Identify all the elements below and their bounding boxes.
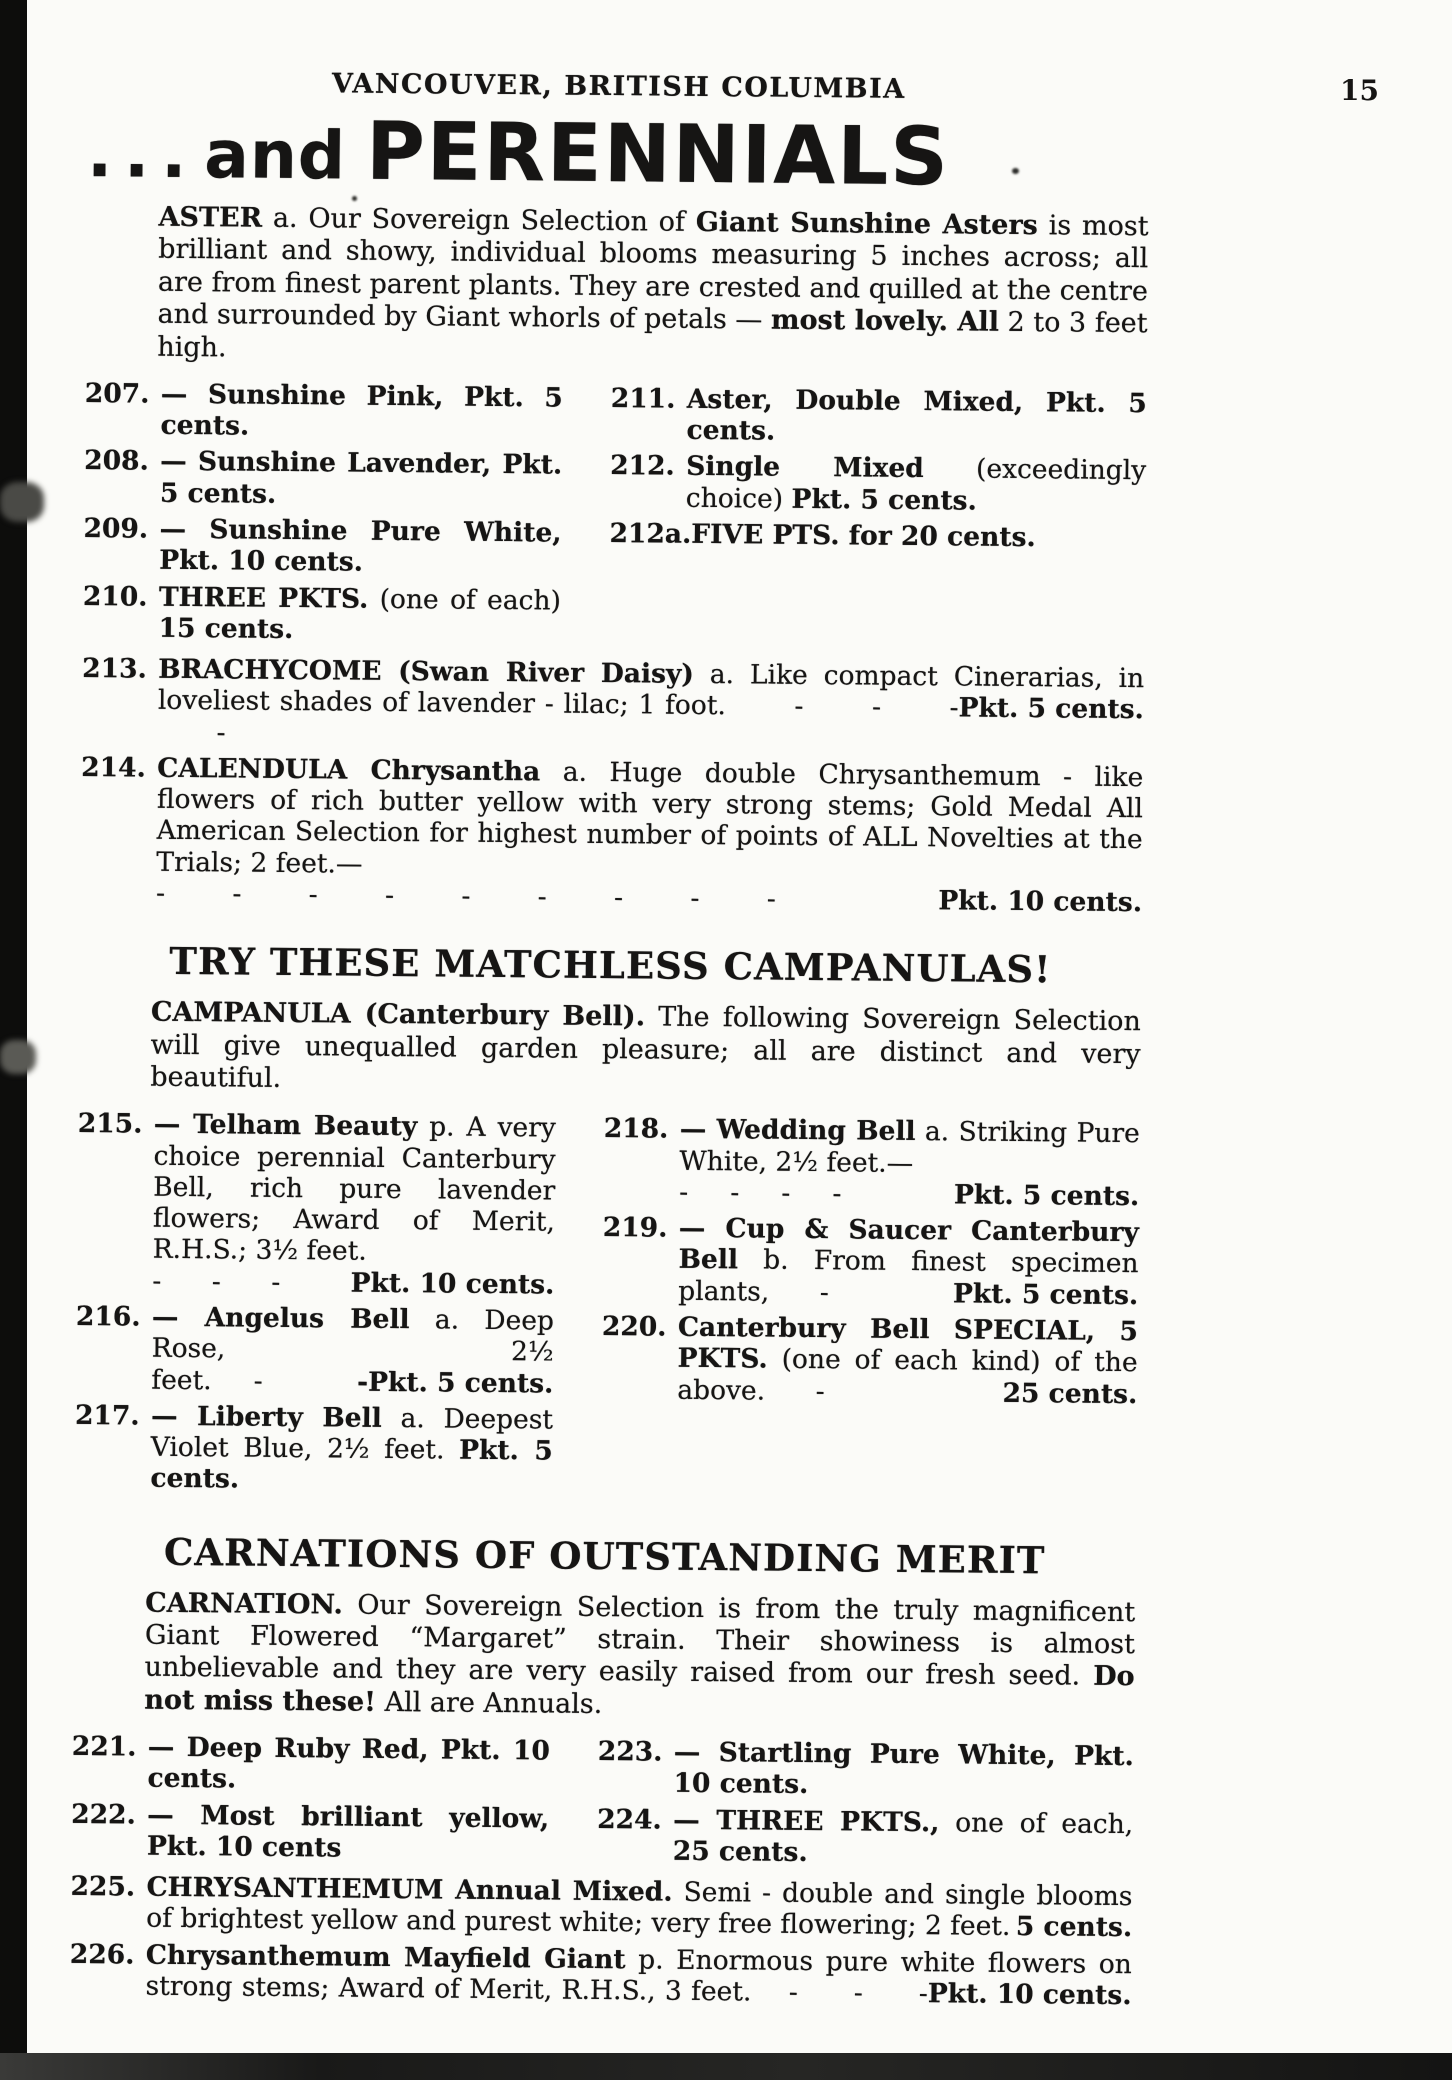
text-segment: 2 to 3 feet high. [157,306,1148,363]
text-segment: — Angelus Bell [151,1301,410,1336]
chrysanthemum-items-full-width [69,1871,1132,2043]
item-text [679,1114,1140,1212]
aster-intro-paragraph [157,202,1149,373]
text-segment: CARNATION. [145,1587,344,1621]
item-text [673,1737,1134,1804]
text-segment: — THREE PKTS., [673,1804,940,1838]
text-segment: FIVE PTS. for 20 cents. [691,518,1036,554]
item-text [145,1939,1132,2042]
text-segment: THREE PKTS. [158,581,369,615]
catalog-item-218 [603,1113,1140,1212]
text-segment: (one of each kind) of the above. [677,1343,1138,1407]
text-segment: - [769,1276,880,1309]
item-text [146,1872,1133,1944]
text-segment: - - - - - - - - - [155,877,776,915]
item-number: 223. [597,1736,663,1768]
item-text [150,1400,553,1498]
text-segment: Pkt. 10 cents. [350,1267,555,1301]
running-header: VANCOUVER, BRITISH COLUMBIA [331,68,906,105]
catalog-item-213 [81,653,1144,757]
page-number: 15 [1340,74,1379,107]
title-dots: ... [86,114,199,194]
campanula-items-columns [74,1103,1140,1508]
catalog-item-210 [82,581,561,648]
item-number: 213. [82,653,147,685]
text-segment: CHRYSANTHEMUM Annual Mixed. [146,1871,673,1908]
item-text [156,753,1143,919]
text-segment: Giant Sunshine Asters [695,206,1038,242]
catalog-item-212a [609,518,1145,554]
text-segment: a. Striking Pure White, 2½ feet.— [679,1116,1140,1179]
carnation-intro-paragraph [144,1587,1135,1726]
item-number: 225. [70,1871,136,1903]
item-text [691,519,1146,555]
item-text [678,1213,1139,1311]
text-segment: CAMPANULA (Canterbury Bell). [150,996,646,1033]
item-number: 221. [71,1731,137,1763]
item-number: 212a. [609,518,692,550]
catalog-item-214 [80,752,1143,919]
text-segment: Pkt. 5 cents. [791,483,977,517]
item-text [159,514,562,580]
text-segment: Pkt. 10 cents. [927,1978,1132,2012]
item-number: 214. [81,751,146,784]
text-segment: Chrysanthemum Mayfield Giant [145,1939,626,1975]
campanula-section-heading: TRY THESE MATCHLESS CAMPANULAS! [169,939,1052,992]
text-segment: - - - - [157,690,959,748]
text-segment: is most brilliant and showy, individual blooms measuring 5 inches across; all are from finest parent plants. They are crested and quilled at the centre and surrounded by Giant whorls of petals — [157,210,1149,336]
item-text [673,1804,1134,1871]
item-text [686,451,1147,518]
catalog-item-221 [71,1731,550,1798]
aster-items-columns [82,373,1147,658]
text-segment: b. From finest specimen plants, [678,1244,1139,1308]
item-number: 220. [601,1310,667,1343]
title-word-perennials: PERENNIALS [365,104,951,204]
carnation-items-columns [71,1726,1134,1876]
catalog-item-223 [597,1736,1134,1804]
aster-items-full-width [80,653,1144,918]
text-segment: p. A very choice perennial Canterbury Bell, rich pure lavender flowers; Award of Merit, R.H.S.; 3½ feet. [152,1111,556,1268]
item-number: 226. [69,1938,135,1971]
scan-edge-bottom [0,2053,1452,2080]
item-number: 219. [602,1212,668,1244]
item-number: 210. [82,580,148,613]
text-segment: — Cup & Saucer Canterbury Bell [678,1212,1139,1276]
text-segment: Single Mixed [686,451,924,485]
item-text [686,384,1147,451]
text-segment: - - - [145,1976,928,2034]
text-segment: — Startling Pure White, Pkt. 10 cents. [673,1736,1134,1801]
text-segment: — Deep Ruby Red, Pkt. 10 cents. [147,1731,550,1795]
scan-smudge [0,1040,36,1074]
item-number: 222. [71,1798,136,1831]
text-segment: All are Annuals. [375,1686,603,1720]
item-number: 207. [84,377,150,410]
text-segment: ASTER [158,201,263,234]
text-segment: p. Enormous pure white flowers on strong stems; Award of Merit, R.H.S., 3 feet. [145,1943,1132,2008]
text-segment: most lovely. All [770,304,1000,338]
text-segment: -Pkt. 5 cents. [356,1366,554,1400]
catalog-item-220 [601,1311,1138,1410]
text-segment: - - - - [679,1176,842,1210]
campanula-items-right-column [600,1108,1140,1508]
text-segment: — Wedding Bell [679,1114,916,1148]
text-segment: Pkt. 5 cents. [953,1179,1140,1213]
item-text [147,1732,550,1798]
scan-smudge [0,482,44,522]
item-number: 212. [610,450,675,483]
text-segment: — Most brilliant yellow, Pkt. 10 cents [146,1799,550,1864]
text-segment: 25 cents. [672,1835,808,1868]
text-segment: - [764,1375,876,1408]
page-content [69,66,1150,2048]
text-segment: — Telham Beauty [153,1109,418,1143]
text-segment: a. Deep Rose, 2½ feet. [151,1304,555,1396]
item-text [147,1799,550,1865]
item-number: 209. [83,512,149,545]
catalog-item-224 [597,1804,1134,1872]
text-segment: CALENDULA Chrysantha [157,752,541,788]
text-segment: Pkt. 5 cents. [952,1278,1139,1311]
catalog-item-215 [76,1108,556,1300]
text-segment: — Sunshine Pink, Pkt. 5 cents. [160,378,563,442]
text-segment: - [211,1364,305,1397]
catalog-item-226 [69,1939,1132,2043]
text-segment: 15 cents. [158,612,294,645]
item-number: 217. [74,1399,140,1432]
item-text [160,446,563,512]
item-number: 218. [603,1113,669,1145]
item-number: 211. [610,382,676,415]
text-segment: Pkt. 5 cents. [150,1434,553,1495]
text-segment: a. Like compact Cinerarias, in loveliest shades of lavender - lilac; 1 foot. [157,658,1145,722]
text-segment: Our Sovereign Selection is from the truly magnificent Giant Flowered “Margaret” strain. Their showiness is almost unbelievable and they are very easily raised from our fresh seed. [144,1589,1136,1693]
campanula-intro-paragraph [150,997,1141,1104]
text-segment: Pkt. 10 cents. [938,885,1143,919]
text-segment: 25 cents. [1002,1377,1138,1410]
catalog-item-209 [83,513,562,580]
catalog-item-217 [74,1400,553,1498]
item-number: 215. [77,1108,143,1140]
item-text [151,1302,554,1400]
item-number: 224. [597,1803,662,1836]
text-segment: a. Deepest Violet Blue, 2½ feet. [150,1402,554,1466]
text-segment: a. Huge double Chrysanthemum - like flowers of rich butter yellow with very strong stems; Gold Medal All American Selection for highest number of points of ALL Novelties at the Trials; 2 feet.— [156,756,1144,880]
text-segment: Canterbury Bell SPECIAL, 5 PKTS. [677,1311,1139,1375]
text-segment: Pkt. 5 cents. [958,692,1145,726]
text-segment: BRACHYCOME (Swan River Daisy) [158,653,695,690]
catalog-item-211 [610,383,1147,451]
item-text [160,379,563,445]
text-segment: one of each, [939,1806,1134,1840]
text-segment: — Liberty Bell [150,1400,382,1434]
aster-items-left-column [82,373,563,653]
carnation-items-left-column [71,1726,550,1871]
text-segment: - - - [152,1265,281,1298]
text-segment: Do not miss these! [144,1661,1135,1718]
item-text [157,654,1144,757]
text-segment: — Sunshine Lavender, Pkt. 5 cents. [159,446,563,510]
campanula-items-left-column [74,1103,556,1503]
aster-items-right-column [608,378,1147,658]
text-segment: The following Sovereign Selection will give unequalled garden pleasure; all are distinct and very beautiful. [150,1001,1142,1094]
catalog-item-208 [84,445,563,512]
catalog-item-216 [75,1301,554,1399]
item-number: 216. [75,1300,141,1333]
item-text [152,1109,556,1300]
page-title [86,104,1150,204]
item-text [158,581,561,647]
text-segment: 5 cents. [1015,1911,1133,1944]
text-segment: Aster, Double Mixed, Pkt. 5 cents. [686,383,1147,447]
item-number: 208. [84,445,149,478]
title-word-and: and [204,116,347,195]
text-segment: a. Our Sovereign Selection of [261,202,696,238]
catalog-item-222 [71,1799,550,1866]
text-segment: Semi - double and single blooms of brightest yellow and purest white; very free flowering; 2 feet. [146,1876,1133,1943]
text-segment: (one of each) [368,583,562,617]
catalog-item-219 [602,1212,1139,1311]
text-segment: (exceedingly choice) [685,453,1147,515]
item-text [677,1312,1138,1410]
catalog-item-207 [84,378,563,445]
text-segment: — Sunshine Pure White, Pkt. 10 cents. [159,513,562,578]
carnation-items-right-column [597,1731,1134,1876]
carnation-section-heading: CARNATIONS OF OUTSTANDING MERIT [163,1529,1046,1582]
catalog-item-225 [70,1871,1133,1944]
catalog-item-212 [610,451,1147,519]
